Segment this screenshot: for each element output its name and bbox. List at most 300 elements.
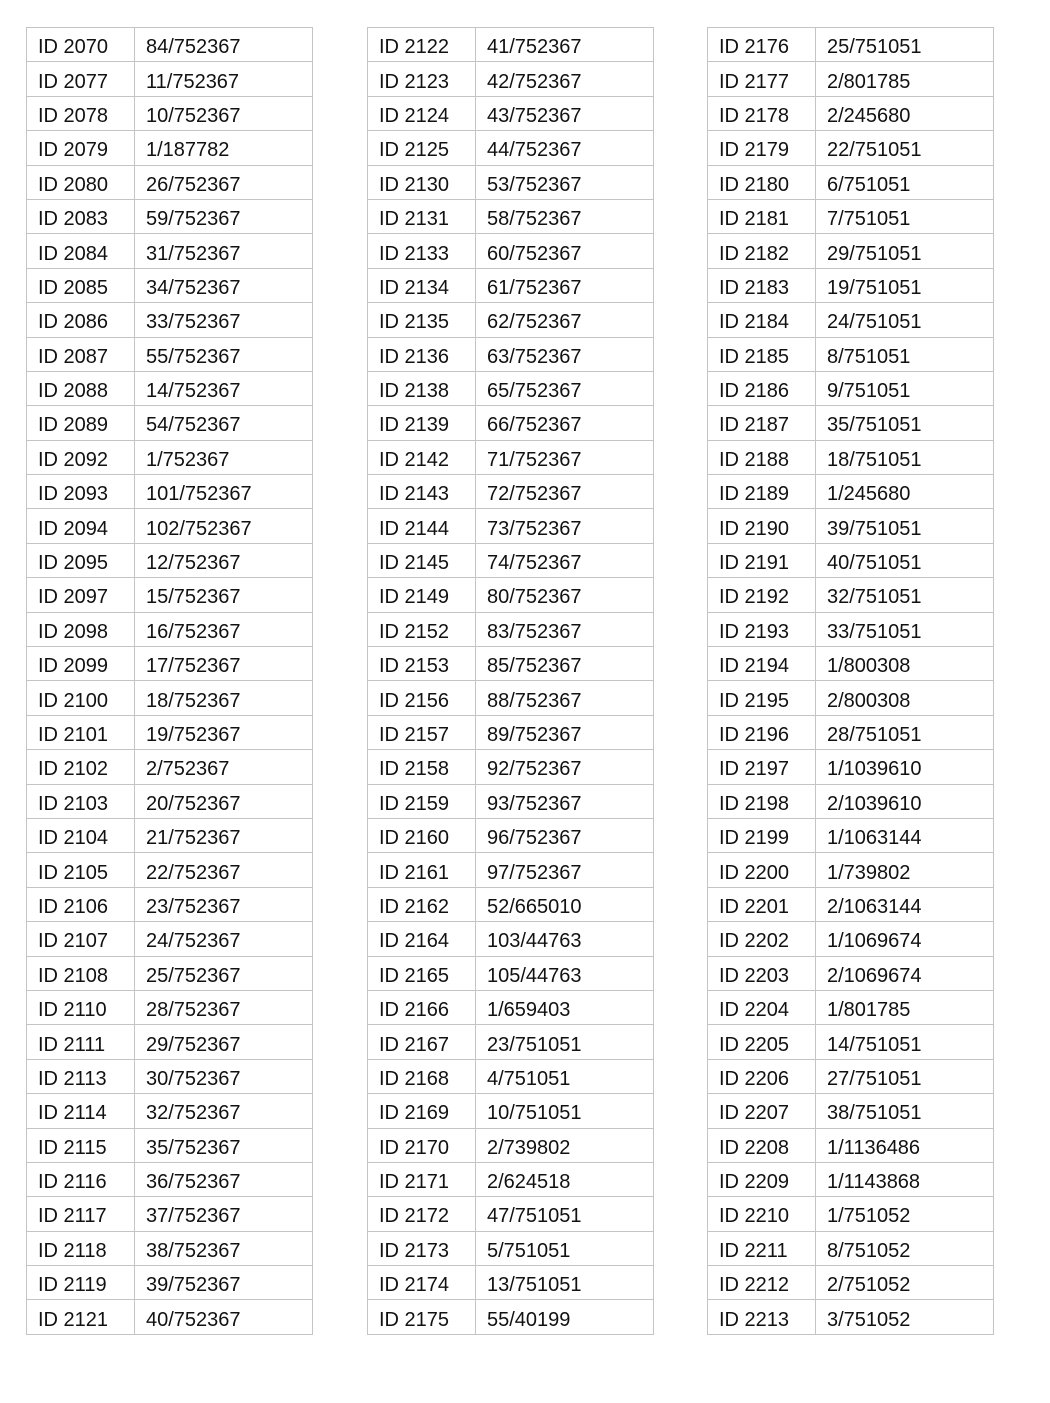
table-row bbox=[27, 199, 313, 233]
reference-cell: 43/752367 bbox=[476, 96, 654, 130]
table-row bbox=[368, 475, 654, 509]
id-cell: ID 2194 bbox=[708, 647, 816, 681]
table-row bbox=[708, 990, 994, 1024]
table-row bbox=[27, 1231, 313, 1265]
table-row bbox=[27, 475, 313, 509]
reference-cell: 40/752367 bbox=[135, 1300, 313, 1334]
table-row bbox=[368, 1059, 654, 1093]
table-row bbox=[27, 681, 313, 715]
id-cell: ID 2169 bbox=[368, 1094, 476, 1128]
table-row bbox=[368, 165, 654, 199]
reference-cell: 72/752367 bbox=[476, 475, 654, 509]
reference-cell: 1/1063144 bbox=[816, 818, 994, 852]
reference-cell: 27/751051 bbox=[816, 1059, 994, 1093]
id-cell: ID 2117 bbox=[27, 1197, 135, 1231]
id-cell: ID 2164 bbox=[368, 922, 476, 956]
table-row bbox=[368, 887, 654, 921]
id-cell: ID 2182 bbox=[708, 234, 816, 268]
table-row bbox=[27, 922, 313, 956]
table-row bbox=[708, 715, 994, 749]
id-cell: ID 2144 bbox=[368, 509, 476, 543]
table-row bbox=[368, 578, 654, 612]
reference-cell: 21/752367 bbox=[135, 818, 313, 852]
reference-cell: 28/752367 bbox=[135, 990, 313, 1024]
id-cell: ID 2134 bbox=[368, 268, 476, 302]
reference-cell: 74/752367 bbox=[476, 543, 654, 577]
id-cell: ID 2088 bbox=[27, 371, 135, 405]
reference-cell: 38/752367 bbox=[135, 1231, 313, 1265]
reference-cell: 19/752367 bbox=[135, 715, 313, 749]
table-row bbox=[27, 337, 313, 371]
reference-cell: 2/245680 bbox=[816, 96, 994, 130]
reference-cell: 1/739802 bbox=[816, 853, 994, 887]
reference-cell: 92/752367 bbox=[476, 750, 654, 784]
reference-cell: 59/752367 bbox=[135, 199, 313, 233]
reference-cell: 52/665010 bbox=[476, 887, 654, 921]
id-cell: ID 2114 bbox=[27, 1094, 135, 1128]
table-row bbox=[368, 1025, 654, 1059]
reference-cell: 2/800308 bbox=[816, 681, 994, 715]
table-row bbox=[708, 956, 994, 990]
table-row bbox=[368, 234, 654, 268]
reference-cell: 58/752367 bbox=[476, 199, 654, 233]
reference-cell: 10/752367 bbox=[135, 96, 313, 130]
id-cell: ID 2083 bbox=[27, 199, 135, 233]
id-cell: ID 2191 bbox=[708, 543, 816, 577]
reference-cell: 29/751051 bbox=[816, 234, 994, 268]
reference-cell: 22/751051 bbox=[816, 131, 994, 165]
reference-cell: 2/624518 bbox=[476, 1162, 654, 1196]
table-row bbox=[708, 28, 994, 62]
id-cell: ID 2175 bbox=[368, 1300, 476, 1334]
reference-cell: 35/752367 bbox=[135, 1128, 313, 1162]
table-row bbox=[368, 1162, 654, 1196]
reference-cell: 14/751051 bbox=[816, 1025, 994, 1059]
table-row bbox=[708, 371, 994, 405]
id-cell: ID 2084 bbox=[27, 234, 135, 268]
id-cell: ID 2115 bbox=[27, 1128, 135, 1162]
table-row bbox=[27, 268, 313, 302]
reference-cell: 1/1069674 bbox=[816, 922, 994, 956]
table-row bbox=[708, 853, 994, 887]
reference-cell: 1/187782 bbox=[135, 131, 313, 165]
reference-cell: 73/752367 bbox=[476, 509, 654, 543]
id-cell: ID 2125 bbox=[368, 131, 476, 165]
id-cell: ID 2124 bbox=[368, 96, 476, 130]
table-row bbox=[27, 131, 313, 165]
reference-cell: 40/751051 bbox=[816, 543, 994, 577]
id-cell: ID 2213 bbox=[708, 1300, 816, 1334]
id-cell: ID 2165 bbox=[368, 956, 476, 990]
id-table-column-3 bbox=[707, 27, 994, 1335]
table-row bbox=[708, 440, 994, 474]
reference-cell: 103/44763 bbox=[476, 922, 654, 956]
reference-cell: 22/752367 bbox=[135, 853, 313, 887]
table-row bbox=[27, 647, 313, 681]
reference-cell: 20/752367 bbox=[135, 784, 313, 818]
table-row bbox=[708, 578, 994, 612]
reference-cell: 8/751051 bbox=[816, 337, 994, 371]
table-row bbox=[368, 1197, 654, 1231]
id-cell: ID 2122 bbox=[368, 28, 476, 62]
reference-cell: 88/752367 bbox=[476, 681, 654, 715]
id-cell: ID 2167 bbox=[368, 1025, 476, 1059]
id-cell: ID 2202 bbox=[708, 922, 816, 956]
id-cell: ID 2201 bbox=[708, 887, 816, 921]
id-cell: ID 2212 bbox=[708, 1266, 816, 1300]
id-cell: ID 2121 bbox=[27, 1300, 135, 1334]
id-cell: ID 2189 bbox=[708, 475, 816, 509]
id-cell: ID 2110 bbox=[27, 990, 135, 1024]
reference-cell: 96/752367 bbox=[476, 818, 654, 852]
id-cell: ID 2130 bbox=[368, 165, 476, 199]
id-cell: ID 2145 bbox=[368, 543, 476, 577]
reference-cell: 60/752367 bbox=[476, 234, 654, 268]
table-row bbox=[368, 956, 654, 990]
reference-cell: 1/1143868 bbox=[816, 1162, 994, 1196]
id-cell: ID 2178 bbox=[708, 96, 816, 130]
id-cell: ID 2107 bbox=[27, 922, 135, 956]
id-cell: ID 2211 bbox=[708, 1231, 816, 1265]
id-cell: ID 2188 bbox=[708, 440, 816, 474]
table-row bbox=[708, 1059, 994, 1093]
table-row bbox=[368, 647, 654, 681]
reference-cell: 33/752367 bbox=[135, 303, 313, 337]
table-row bbox=[708, 543, 994, 577]
table-row bbox=[708, 1300, 994, 1334]
table-row bbox=[27, 578, 313, 612]
id-cell: ID 2085 bbox=[27, 268, 135, 302]
id-cell: ID 2092 bbox=[27, 440, 135, 474]
id-cell: ID 2185 bbox=[708, 337, 816, 371]
reference-cell: 34/752367 bbox=[135, 268, 313, 302]
table-row bbox=[708, 922, 994, 956]
table-row bbox=[708, 784, 994, 818]
reference-cell: 61/752367 bbox=[476, 268, 654, 302]
reference-cell: 55/40199 bbox=[476, 1300, 654, 1334]
id-cell: ID 2205 bbox=[708, 1025, 816, 1059]
table-row bbox=[27, 1025, 313, 1059]
id-cell: ID 2171 bbox=[368, 1162, 476, 1196]
reference-cell: 35/751051 bbox=[816, 406, 994, 440]
reference-cell: 36/752367 bbox=[135, 1162, 313, 1196]
table-row bbox=[708, 612, 994, 646]
reference-cell: 5/751051 bbox=[476, 1231, 654, 1265]
id-cell: ID 2119 bbox=[27, 1266, 135, 1300]
table-row bbox=[27, 1128, 313, 1162]
reference-cell: 84/752367 bbox=[135, 28, 313, 62]
id-cell: ID 2099 bbox=[27, 647, 135, 681]
reference-cell: 1/751052 bbox=[816, 1197, 994, 1231]
table-row bbox=[27, 750, 313, 784]
reference-cell: 31/752367 bbox=[135, 234, 313, 268]
table-row bbox=[368, 784, 654, 818]
reference-cell: 55/752367 bbox=[135, 337, 313, 371]
id-cell: ID 2192 bbox=[708, 578, 816, 612]
id-cell: ID 2193 bbox=[708, 612, 816, 646]
table-row bbox=[27, 887, 313, 921]
reference-cell: 101/752367 bbox=[135, 475, 313, 509]
table-row bbox=[368, 818, 654, 852]
table-row bbox=[27, 371, 313, 405]
reference-cell: 24/752367 bbox=[135, 922, 313, 956]
reference-cell: 47/751051 bbox=[476, 1197, 654, 1231]
id-cell: ID 2168 bbox=[368, 1059, 476, 1093]
reference-cell: 80/752367 bbox=[476, 578, 654, 612]
reference-cell: 54/752367 bbox=[135, 406, 313, 440]
table-row bbox=[27, 956, 313, 990]
table-row bbox=[708, 1094, 994, 1128]
reference-cell: 1/1136486 bbox=[816, 1128, 994, 1162]
reference-cell: 23/751051 bbox=[476, 1025, 654, 1059]
table-row bbox=[708, 234, 994, 268]
table-row bbox=[708, 96, 994, 130]
reference-cell: 16/752367 bbox=[135, 612, 313, 646]
id-cell: ID 2203 bbox=[708, 956, 816, 990]
table-row bbox=[27, 406, 313, 440]
id-cell: ID 2184 bbox=[708, 303, 816, 337]
reference-cell: 85/752367 bbox=[476, 647, 654, 681]
table-row bbox=[27, 165, 313, 199]
id-cell: ID 2197 bbox=[708, 750, 816, 784]
id-cell: ID 2172 bbox=[368, 1197, 476, 1231]
id-cell: ID 2160 bbox=[368, 818, 476, 852]
id-table-column-2 bbox=[367, 27, 654, 1335]
table-row bbox=[708, 647, 994, 681]
id-cell: ID 2156 bbox=[368, 681, 476, 715]
table-row bbox=[368, 750, 654, 784]
table-row bbox=[27, 1162, 313, 1196]
reference-cell: 2/739802 bbox=[476, 1128, 654, 1162]
table-row bbox=[708, 475, 994, 509]
id-cell: ID 2094 bbox=[27, 509, 135, 543]
reference-cell: 25/752367 bbox=[135, 956, 313, 990]
id-cell: ID 2093 bbox=[27, 475, 135, 509]
id-cell: ID 2111 bbox=[27, 1025, 135, 1059]
id-cell: ID 2152 bbox=[368, 612, 476, 646]
table-row bbox=[27, 853, 313, 887]
id-cell: ID 2174 bbox=[368, 1266, 476, 1300]
id-cell: ID 2086 bbox=[27, 303, 135, 337]
id-cell: ID 2208 bbox=[708, 1128, 816, 1162]
id-cell: ID 2199 bbox=[708, 818, 816, 852]
reference-cell: 26/752367 bbox=[135, 165, 313, 199]
table-row bbox=[27, 1094, 313, 1128]
reference-cell: 19/751051 bbox=[816, 268, 994, 302]
id-cell: ID 2179 bbox=[708, 131, 816, 165]
table-row bbox=[27, 1266, 313, 1300]
reference-cell: 28/751051 bbox=[816, 715, 994, 749]
id-cell: ID 2133 bbox=[368, 234, 476, 268]
id-cell: ID 2176 bbox=[708, 28, 816, 62]
reference-cell: 1/659403 bbox=[476, 990, 654, 1024]
id-cell: ID 2173 bbox=[368, 1231, 476, 1265]
table-row bbox=[368, 509, 654, 543]
id-cell: ID 2170 bbox=[368, 1128, 476, 1162]
id-cell: ID 2190 bbox=[708, 509, 816, 543]
table-row bbox=[27, 96, 313, 130]
table-row bbox=[27, 303, 313, 337]
table-row bbox=[27, 234, 313, 268]
table-row bbox=[368, 1128, 654, 1162]
id-cell: ID 2087 bbox=[27, 337, 135, 371]
reference-cell: 18/752367 bbox=[135, 681, 313, 715]
table-row bbox=[368, 715, 654, 749]
id-cell: ID 2196 bbox=[708, 715, 816, 749]
reference-cell: 6/751051 bbox=[816, 165, 994, 199]
reference-cell: 24/751051 bbox=[816, 303, 994, 337]
table-row bbox=[708, 131, 994, 165]
reference-cell: 65/752367 bbox=[476, 371, 654, 405]
id-cell: ID 2136 bbox=[368, 337, 476, 371]
id-cell: ID 2183 bbox=[708, 268, 816, 302]
reference-cell: 1/1039610 bbox=[816, 750, 994, 784]
table-row bbox=[27, 612, 313, 646]
reference-cell: 29/752367 bbox=[135, 1025, 313, 1059]
id-cell: ID 2131 bbox=[368, 199, 476, 233]
reference-cell: 42/752367 bbox=[476, 62, 654, 96]
reference-cell: 33/751051 bbox=[816, 612, 994, 646]
reference-cell: 7/751051 bbox=[816, 199, 994, 233]
table-row bbox=[368, 199, 654, 233]
reference-cell: 1/245680 bbox=[816, 475, 994, 509]
id-cell: ID 2095 bbox=[27, 543, 135, 577]
table-row bbox=[27, 543, 313, 577]
reference-cell: 105/44763 bbox=[476, 956, 654, 990]
id-cell: ID 2177 bbox=[708, 62, 816, 96]
id-cell: ID 2162 bbox=[368, 887, 476, 921]
table-row bbox=[708, 303, 994, 337]
id-cell: ID 2139 bbox=[368, 406, 476, 440]
reference-cell: 8/751052 bbox=[816, 1231, 994, 1265]
reference-cell: 39/752367 bbox=[135, 1266, 313, 1300]
reference-cell: 12/752367 bbox=[135, 543, 313, 577]
id-cell: ID 2100 bbox=[27, 681, 135, 715]
table-row bbox=[368, 543, 654, 577]
table-row bbox=[368, 268, 654, 302]
id-cell: ID 2198 bbox=[708, 784, 816, 818]
table-row bbox=[708, 1162, 994, 1196]
reference-cell: 2/1039610 bbox=[816, 784, 994, 818]
table-row bbox=[368, 1300, 654, 1334]
id-cell: ID 2118 bbox=[27, 1231, 135, 1265]
reference-cell: 9/751051 bbox=[816, 371, 994, 405]
id-cell: ID 2097 bbox=[27, 578, 135, 612]
id-cell: ID 2153 bbox=[368, 647, 476, 681]
table-row bbox=[368, 440, 654, 474]
id-cell: ID 2104 bbox=[27, 818, 135, 852]
reference-cell: 14/752367 bbox=[135, 371, 313, 405]
reference-cell: 18/751051 bbox=[816, 440, 994, 474]
id-cell: ID 2180 bbox=[708, 165, 816, 199]
id-cell: ID 2123 bbox=[368, 62, 476, 96]
table-row bbox=[368, 922, 654, 956]
reference-cell: 15/752367 bbox=[135, 578, 313, 612]
reference-cell: 11/752367 bbox=[135, 62, 313, 96]
table-row bbox=[368, 612, 654, 646]
table-row bbox=[368, 1266, 654, 1300]
id-cell: ID 2187 bbox=[708, 406, 816, 440]
id-cell: ID 2209 bbox=[708, 1162, 816, 1196]
table-row bbox=[27, 990, 313, 1024]
table-row bbox=[27, 715, 313, 749]
reference-cell: 38/751051 bbox=[816, 1094, 994, 1128]
table-row bbox=[27, 1059, 313, 1093]
table-row bbox=[368, 337, 654, 371]
table-row bbox=[368, 853, 654, 887]
id-cell: ID 2116 bbox=[27, 1162, 135, 1196]
id-cell: ID 2102 bbox=[27, 750, 135, 784]
id-cell: ID 2207 bbox=[708, 1094, 816, 1128]
table-row bbox=[27, 509, 313, 543]
id-cell: ID 2078 bbox=[27, 96, 135, 130]
id-cell: ID 2206 bbox=[708, 1059, 816, 1093]
table-row bbox=[708, 1128, 994, 1162]
reference-cell: 62/752367 bbox=[476, 303, 654, 337]
table-row bbox=[708, 1025, 994, 1059]
id-cell: ID 2098 bbox=[27, 612, 135, 646]
id-cell: ID 2161 bbox=[368, 853, 476, 887]
reference-cell: 10/751051 bbox=[476, 1094, 654, 1128]
reference-cell: 2/1069674 bbox=[816, 956, 994, 990]
table-row bbox=[368, 62, 654, 96]
table-row bbox=[27, 62, 313, 96]
reference-cell: 23/752367 bbox=[135, 887, 313, 921]
table-row bbox=[368, 371, 654, 405]
id-cell: ID 2166 bbox=[368, 990, 476, 1024]
reference-cell: 3/751052 bbox=[816, 1300, 994, 1334]
id-cell: ID 2158 bbox=[368, 750, 476, 784]
table-row bbox=[708, 1266, 994, 1300]
table-row bbox=[708, 818, 994, 852]
table-row bbox=[708, 1231, 994, 1265]
reference-cell: 1/801785 bbox=[816, 990, 994, 1024]
reference-cell: 97/752367 bbox=[476, 853, 654, 887]
reference-cell: 89/752367 bbox=[476, 715, 654, 749]
reference-cell: 37/752367 bbox=[135, 1197, 313, 1231]
table-row bbox=[368, 131, 654, 165]
reference-cell: 102/752367 bbox=[135, 509, 313, 543]
id-cell: ID 2157 bbox=[368, 715, 476, 749]
table-row bbox=[708, 887, 994, 921]
reference-cell: 13/751051 bbox=[476, 1266, 654, 1300]
table-row bbox=[27, 784, 313, 818]
table-row bbox=[368, 681, 654, 715]
id-cell: ID 2079 bbox=[27, 131, 135, 165]
id-cell: ID 2089 bbox=[27, 406, 135, 440]
reference-cell: 32/751051 bbox=[816, 578, 994, 612]
id-cell: ID 2101 bbox=[27, 715, 135, 749]
reference-cell: 2/801785 bbox=[816, 62, 994, 96]
table-row bbox=[708, 1197, 994, 1231]
id-cell: ID 2113 bbox=[27, 1059, 135, 1093]
id-cell: ID 2200 bbox=[708, 853, 816, 887]
table-row bbox=[708, 681, 994, 715]
table-row bbox=[368, 1231, 654, 1265]
id-cell: ID 2143 bbox=[368, 475, 476, 509]
id-cell: ID 2135 bbox=[368, 303, 476, 337]
table-row bbox=[708, 337, 994, 371]
reference-cell: 2/751052 bbox=[816, 1266, 994, 1300]
table-row bbox=[368, 1094, 654, 1128]
id-cell: ID 2138 bbox=[368, 371, 476, 405]
id-cell: ID 2070 bbox=[27, 28, 135, 62]
id-cell: ID 2210 bbox=[708, 1197, 816, 1231]
reference-cell: 25/751051 bbox=[816, 28, 994, 62]
table-row bbox=[708, 750, 994, 784]
id-cell: ID 2105 bbox=[27, 853, 135, 887]
table-row bbox=[368, 406, 654, 440]
